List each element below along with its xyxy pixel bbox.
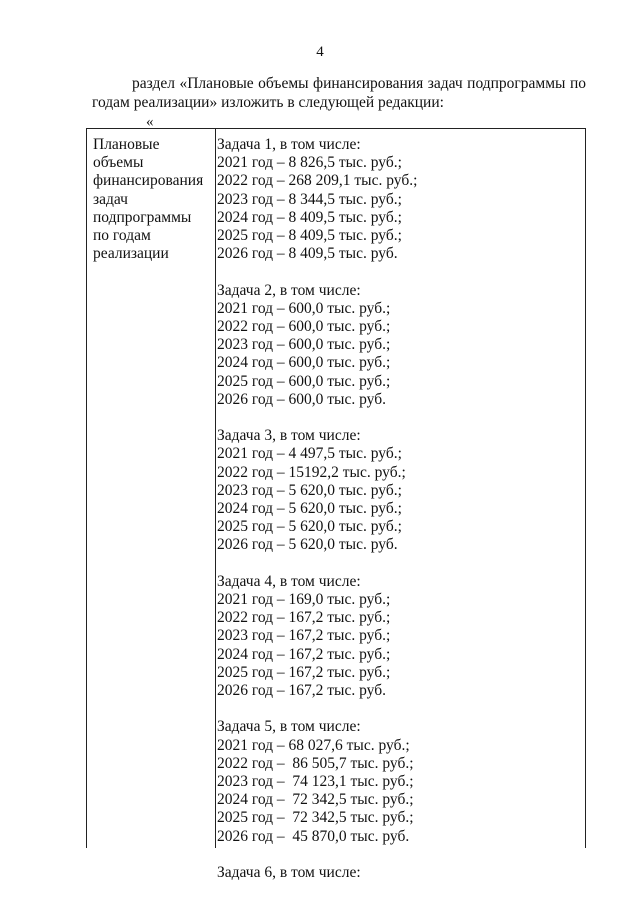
funding-year-line: 2021 год – 68 027,6 тыс. руб.; <box>217 736 410 754</box>
funding-year-line: 2026 год – 8 409,5 тыс. руб. <box>217 245 398 263</box>
intro-line-2: годам реализации» изложить в следующей редакции: <box>92 94 444 111</box>
funding-year-line: 2025 год – 72 342,5 тыс. руб.; <box>217 809 414 827</box>
task-block <box>217 282 577 409</box>
funding-year-line: 2021 год – 600,0 тыс. руб.; <box>217 299 391 317</box>
page-number: 4 <box>316 44 324 60</box>
task-block <box>217 718 577 845</box>
task-block <box>217 136 577 263</box>
funding-table <box>86 128 586 882</box>
left-cell-line: по годам <box>93 227 151 245</box>
funding-year-line: 2025 год – 600,0 тыс. руб.; <box>217 372 391 390</box>
funding-year-line: 2021 год – 4 497,5 тыс. руб.; <box>217 445 402 463</box>
funding-year-line: 2025 год – 167,2 тыс. руб.; <box>217 663 391 681</box>
left-cell-line: реализации <box>93 245 169 263</box>
left-cell-line: задач <box>93 190 128 208</box>
funding-year-line: 2024 год – 5 620,0 тыс. руб.; <box>217 500 402 518</box>
funding-year-line: 2024 год – 8 409,5 тыс. руб.; <box>217 208 402 226</box>
task-block <box>217 573 577 700</box>
left-cell-line: подпрограммы <box>93 208 192 226</box>
funding-year-line: 2022 год – 268 209,1 тыс. руб.; <box>217 172 418 190</box>
column-divider <box>215 129 216 848</box>
funding-year-line: 2022 год – 15192,2 тыс. руб.; <box>217 463 406 481</box>
funding-year-line: 2023 год – 74 123,1 тыс. руб.; <box>217 773 414 791</box>
funding-year-line: 2021 год – 169,0 тыс. руб.; <box>217 591 391 609</box>
task-title: Задача 5, в том числе: <box>217 718 361 736</box>
opening-quote-mark: « <box>146 114 154 130</box>
left-cell-line: Плановые объемы <box>93 136 160 172</box>
table-left-cell <box>93 136 213 263</box>
intro-line-1: раздел «Плановые объемы финансирования задач подпрограммы по <box>132 75 586 92</box>
funding-year-line: 2021 год – 8 826,5 тыс. руб.; <box>217 154 402 172</box>
table-right-cell <box>217 136 577 900</box>
funding-year-line: 2023 год – 167,2 тыс. руб.; <box>217 627 391 645</box>
funding-year-line: 2026 год – 600,0 тыс. руб. <box>217 390 386 408</box>
funding-year-line: 2022 год – 600,0 тыс. руб.; <box>217 318 391 336</box>
task-title: Задача 2, в том числе: <box>217 281 361 299</box>
task-title: Задача 3, в том числе: <box>217 427 361 445</box>
funding-year-line: 2026 год – 167,2 тыс. руб. <box>217 682 386 700</box>
intro-paragraph <box>92 74 586 112</box>
funding-year-line: 2026 год – 45 870,0 тыс. руб. <box>217 827 410 845</box>
funding-year-line: 2025 год – 5 620,0 тыс. руб.; <box>217 518 402 536</box>
funding-year-line: 2023 год – 600,0 тыс. руб.; <box>217 336 391 354</box>
task-title: Задача 1, в том числе: <box>217 136 361 153</box>
task-title: Задача 6, в том числе: <box>217 864 361 882</box>
funding-year-line: 2022 год – 167,2 тыс. руб.; <box>217 609 391 627</box>
funding-year-line: 2025 год – 8 409,5 тыс. руб.; <box>217 227 402 245</box>
left-cell-line: финансирования <box>93 172 204 190</box>
funding-year-line: 2022 год – 86 505,7 тыс. руб.; <box>217 754 414 772</box>
funding-year-line: 2024 год – 600,0 тыс. руб.; <box>217 354 391 372</box>
task-block <box>217 864 577 882</box>
funding-year-line: 2023 год – 5 620,0 тыс. руб.; <box>217 481 402 499</box>
task-block <box>217 427 577 554</box>
task-title: Задача 4, в том числе: <box>217 572 361 590</box>
funding-year-line: 2026 год – 5 620,0 тыс. руб. <box>217 536 398 554</box>
funding-year-line: 2023 год – 8 344,5 тыс. руб.; <box>217 190 402 208</box>
funding-year-line: 2024 год – 167,2 тыс. руб.; <box>217 645 391 663</box>
funding-year-line: 2024 год – 72 342,5 тыс. руб.; <box>217 791 414 809</box>
